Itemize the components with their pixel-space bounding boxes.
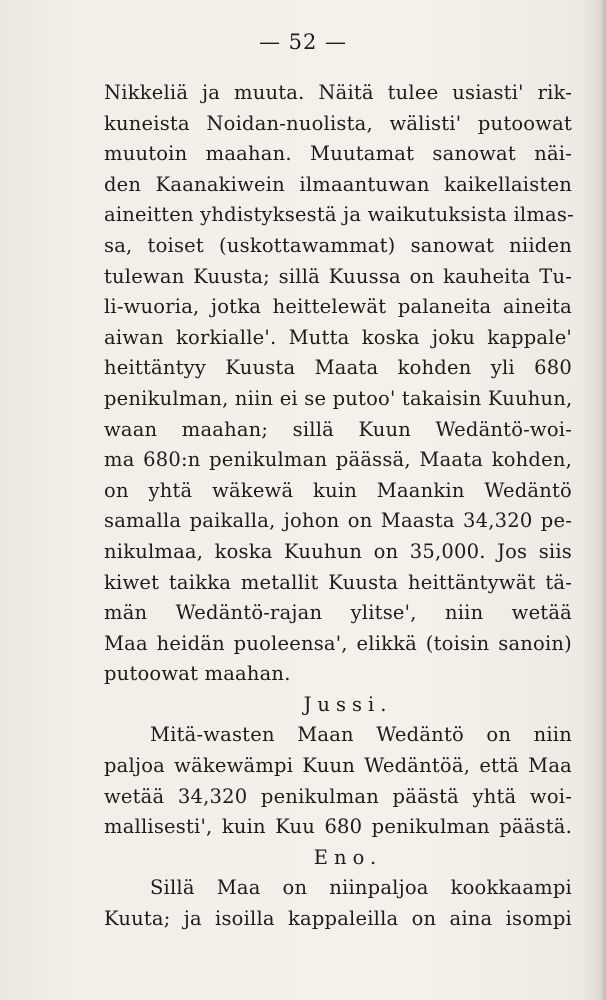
speaker-heading: Eno. xyxy=(313,845,383,869)
text-line: ma 680:n penikulman päässä, Maata kohden, xyxy=(104,448,572,472)
text-line: li-wuoria, jotka heittelewät palaneita aineita xyxy=(104,295,572,319)
text-line: samalla paikalla, johon on Maasta 34,320 pe- xyxy=(104,509,572,533)
text-line: Sillä Maa on niinpaljoa kookkaampi xyxy=(150,876,572,900)
text-line: kuneista Noidan-nuolista, wälisti' putoowat xyxy=(104,111,572,135)
text-line: tulewan Kuusta; sillä Kuussa on kauheita Tu- xyxy=(104,264,572,288)
text-line: sa, toiset (uskottawammat) sanowat niiden xyxy=(104,233,572,257)
text-line: on yhtä wäkewä kuin Maankin Wedäntö xyxy=(104,478,572,502)
text-line: aiwan korkialle'. Mutta koska joku kappale' xyxy=(104,325,572,349)
text-line: aineitten yhdistyksestä ja waikutuksista ilmas- xyxy=(104,203,574,227)
page-text xyxy=(104,78,572,935)
text-line: Nikkeliä ja muuta. Näitä tulee usiasti' rik- xyxy=(104,81,572,104)
speaker-heading: Jussi. xyxy=(303,692,393,716)
text-line: den Kaanakiwein ilmaantuwan kaikellaisten xyxy=(104,172,572,196)
text-line: nikulmaa, koska Kuuhun on 35,000. Jos siis xyxy=(104,539,572,563)
text-line: paljoa wäkewämpi Kuun Wedäntöä, että Maa xyxy=(104,754,572,778)
text-line: putoowat maahan. xyxy=(104,662,291,686)
text-line: penikulman, niin ei se putoo' takaisin Kuuhun, xyxy=(104,386,573,410)
text-line: heittäntyy Kuusta Maata kohden yli 680 xyxy=(104,356,572,380)
text-line: wetää 34,320 penikulman päästä yhtä woi- xyxy=(104,784,572,808)
text-line: Maa heidän puoleensa', elikkä (toisin sanoin) xyxy=(104,631,572,655)
text-line: mallisesti', kuin Kuu 680 penikulman päästä. xyxy=(104,815,572,839)
text-line: kiwet taikka metallit Kuusta heittäntywät tä- xyxy=(104,570,572,594)
text-line: män Wedäntö-rajan ylitse', niin wetää xyxy=(104,601,572,625)
text-line: Kuuta; ja isoilla kappaleilla on aina isompi xyxy=(104,907,572,931)
page-edge xyxy=(600,0,606,1000)
text-line: muutoin maahan. Muutamat sanowat näi- xyxy=(104,142,572,166)
text-line: Mitä-wasten Maan Wedäntö on niin xyxy=(150,723,572,747)
text-line: waan maahan; sillä Kuun Wedäntö-woi- xyxy=(104,417,572,441)
page-number: — 52 — xyxy=(258,30,348,54)
